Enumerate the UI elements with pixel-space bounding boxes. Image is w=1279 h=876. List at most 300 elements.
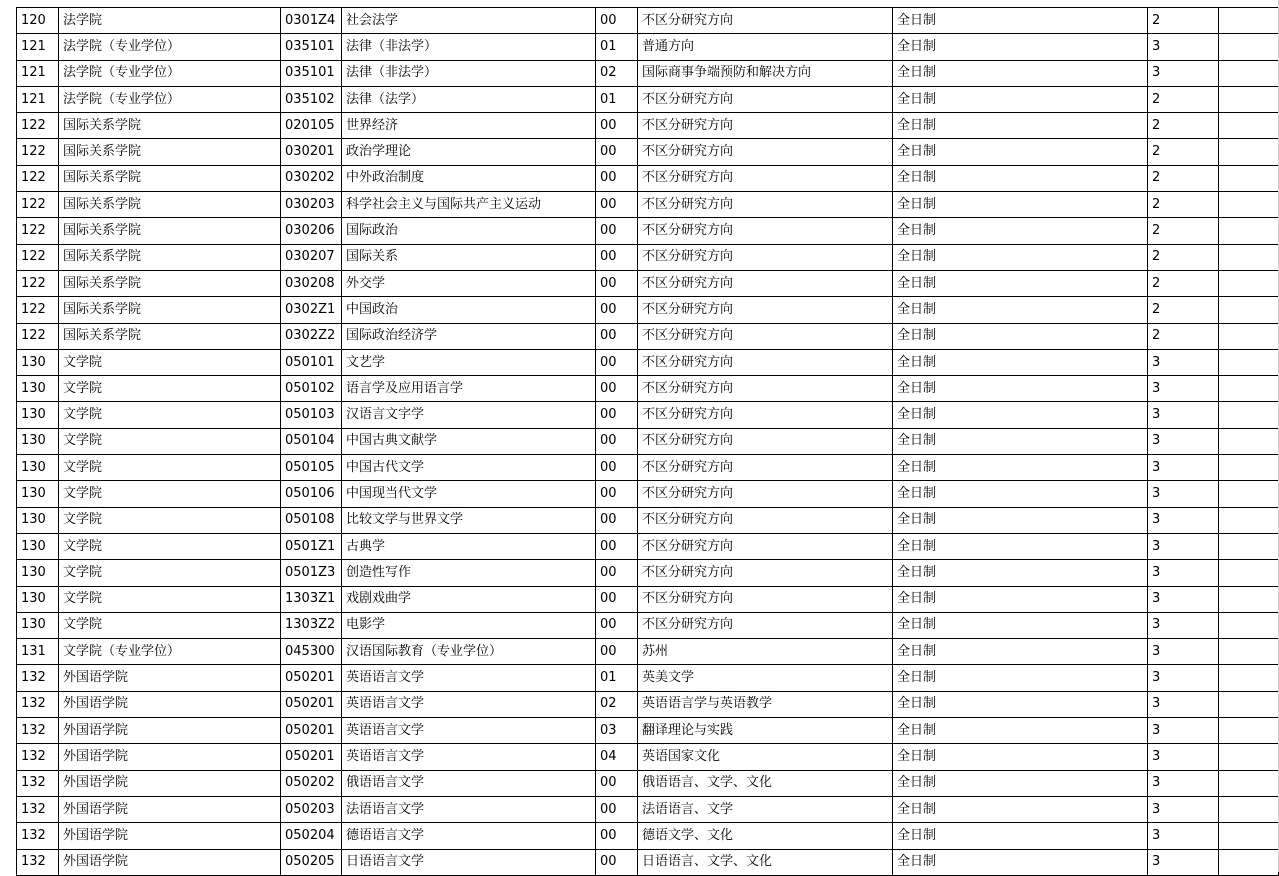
- cell-study-mode[interactable]: 全日制: [893, 218, 1148, 244]
- cell-empty[interactable]: [1219, 402, 1279, 428]
- cell-empty[interactable]: [1219, 165, 1279, 191]
- cell-direction-code[interactable]: 00: [596, 560, 638, 586]
- cell-duration[interactable]: 3: [1148, 691, 1219, 717]
- cell-study-mode[interactable]: 全日制: [893, 560, 1148, 586]
- cell-major-code[interactable]: 020105: [281, 113, 342, 139]
- cell-empty[interactable]: [1219, 796, 1279, 822]
- cell-direction-name[interactable]: 不区分研究方向: [638, 8, 893, 34]
- cell-dept-code[interactable]: 131: [17, 639, 59, 665]
- cell-dept-code[interactable]: 132: [17, 796, 59, 822]
- cell-direction-name[interactable]: 普通方向: [638, 34, 893, 60]
- cell-dept-name[interactable]: 文学院: [59, 349, 281, 375]
- cell-study-mode[interactable]: 全日制: [893, 849, 1148, 875]
- cell-study-mode[interactable]: 全日制: [893, 244, 1148, 270]
- cell-duration[interactable]: 3: [1148, 349, 1219, 375]
- cell-study-mode[interactable]: 全日制: [893, 586, 1148, 612]
- cell-major-name[interactable]: 中国现当代文学: [342, 481, 596, 507]
- cell-direction-name[interactable]: 不区分研究方向: [638, 218, 893, 244]
- cell-major-code[interactable]: 050205: [281, 849, 342, 875]
- cell-direction-code[interactable]: 00: [596, 402, 638, 428]
- cell-major-code[interactable]: 050101: [281, 349, 342, 375]
- cell-direction-name[interactable]: 国际商事争端预防和解决方向: [638, 60, 893, 86]
- cell-direction-name[interactable]: 不区分研究方向: [638, 86, 893, 112]
- cell-empty[interactable]: [1219, 612, 1279, 638]
- cell-dept-code[interactable]: 122: [17, 244, 59, 270]
- cell-major-name[interactable]: 英语语言文学: [342, 665, 596, 691]
- cell-direction-name[interactable]: 不区分研究方向: [638, 507, 893, 533]
- cell-dept-code[interactable]: 120: [17, 8, 59, 34]
- cell-dept-code[interactable]: 122: [17, 165, 59, 191]
- cell-study-mode[interactable]: 全日制: [893, 744, 1148, 770]
- cell-major-name[interactable]: 汉语言文字学: [342, 402, 596, 428]
- cell-study-mode[interactable]: 全日制: [893, 718, 1148, 744]
- cell-duration[interactable]: 3: [1148, 376, 1219, 402]
- cell-dept-name[interactable]: 文学院: [59, 455, 281, 481]
- cell-study-mode[interactable]: 全日制: [893, 8, 1148, 34]
- cell-dept-code[interactable]: 130: [17, 560, 59, 586]
- cell-study-mode[interactable]: 全日制: [893, 86, 1148, 112]
- cell-major-name[interactable]: 日语语言文学: [342, 849, 596, 875]
- cell-duration[interactable]: 3: [1148, 481, 1219, 507]
- cell-major-code[interactable]: 050104: [281, 428, 342, 454]
- table-row: [17, 323, 1279, 349]
- cell-study-mode[interactable]: 全日制: [893, 113, 1148, 139]
- cell-direction-name[interactable]: 英语国家文化: [638, 744, 893, 770]
- cell-duration[interactable]: 2: [1148, 86, 1219, 112]
- cell-direction-code[interactable]: 00: [596, 113, 638, 139]
- cell-direction-name[interactable]: 不区分研究方向: [638, 376, 893, 402]
- cell-direction-code[interactable]: 00: [596, 612, 638, 638]
- cell-direction-code[interactable]: 00: [596, 455, 638, 481]
- cell-dept-code[interactable]: 130: [17, 455, 59, 481]
- cell-duration[interactable]: 3: [1148, 533, 1219, 559]
- cell-empty[interactable]: [1219, 323, 1279, 349]
- cell-dept-name[interactable]: 外国语学院: [59, 691, 281, 717]
- cell-dept-code[interactable]: 122: [17, 113, 59, 139]
- cell-dept-code[interactable]: 122: [17, 139, 59, 165]
- cell-direction-name[interactable]: 德语文学、文化: [638, 823, 893, 849]
- cell-study-mode[interactable]: 全日制: [893, 455, 1148, 481]
- cell-dept-code[interactable]: 132: [17, 744, 59, 770]
- cell-dept-name[interactable]: 国际关系学院: [59, 192, 281, 218]
- cell-empty[interactable]: [1219, 770, 1279, 796]
- cell-direction-name[interactable]: 英美文学: [638, 665, 893, 691]
- cell-dept-name[interactable]: 外国语学院: [59, 796, 281, 822]
- cell-dept-code[interactable]: 130: [17, 507, 59, 533]
- cell-dept-name[interactable]: 文学院: [59, 481, 281, 507]
- cell-major-name[interactable]: 世界经济: [342, 113, 596, 139]
- cell-major-name[interactable]: 外交学: [342, 270, 596, 296]
- cell-major-name[interactable]: 政治学理论: [342, 139, 596, 165]
- cell-dept-code[interactable]: 130: [17, 533, 59, 559]
- cell-duration[interactable]: 2: [1148, 165, 1219, 191]
- cell-major-code[interactable]: 0302Z1: [281, 297, 342, 323]
- cell-empty[interactable]: [1219, 192, 1279, 218]
- cell-direction-code[interactable]: 01: [596, 34, 638, 60]
- cell-direction-name[interactable]: 不区分研究方向: [638, 428, 893, 454]
- cell-major-code[interactable]: 035102: [281, 86, 342, 112]
- cell-dept-name[interactable]: 法学院（专业学位）: [59, 34, 281, 60]
- cell-major-code[interactable]: 030207: [281, 244, 342, 270]
- cell-dept-name[interactable]: 国际关系学院: [59, 244, 281, 270]
- cell-dept-code[interactable]: 130: [17, 402, 59, 428]
- cell-study-mode[interactable]: 全日制: [893, 533, 1148, 559]
- cell-dept-code[interactable]: 121: [17, 34, 59, 60]
- cell-direction-name[interactable]: 不区分研究方向: [638, 586, 893, 612]
- cell-empty[interactable]: [1219, 507, 1279, 533]
- cell-empty[interactable]: [1219, 139, 1279, 165]
- cell-empty[interactable]: [1219, 849, 1279, 875]
- cell-empty[interactable]: [1219, 455, 1279, 481]
- cell-study-mode[interactable]: 全日制: [893, 34, 1148, 60]
- cell-empty[interactable]: [1219, 376, 1279, 402]
- cell-direction-code[interactable]: 02: [596, 691, 638, 717]
- cell-study-mode[interactable]: 全日制: [893, 192, 1148, 218]
- cell-direction-name[interactable]: 不区分研究方向: [638, 481, 893, 507]
- cell-major-name[interactable]: 中国古典文献学: [342, 428, 596, 454]
- cell-dept-name[interactable]: 外国语学院: [59, 823, 281, 849]
- cell-study-mode[interactable]: 全日制: [893, 507, 1148, 533]
- cell-direction-code[interactable]: 00: [596, 270, 638, 296]
- cell-major-name[interactable]: 国际政治经济学: [342, 323, 596, 349]
- cell-study-mode[interactable]: 全日制: [893, 665, 1148, 691]
- cell-dept-code[interactable]: 132: [17, 691, 59, 717]
- cell-direction-name[interactable]: 法语语言、文学: [638, 796, 893, 822]
- cell-dept-code[interactable]: 121: [17, 60, 59, 86]
- cell-study-mode[interactable]: 全日制: [893, 691, 1148, 717]
- cell-direction-code[interactable]: 00: [596, 192, 638, 218]
- cell-dept-name[interactable]: 外国语学院: [59, 744, 281, 770]
- cell-study-mode[interactable]: 全日制: [893, 428, 1148, 454]
- cell-dept-name[interactable]: 法学院（专业学位）: [59, 60, 281, 86]
- cell-major-name[interactable]: 国际关系: [342, 244, 596, 270]
- cell-duration[interactable]: 2: [1148, 139, 1219, 165]
- cell-empty[interactable]: [1219, 481, 1279, 507]
- cell-major-code[interactable]: 050203: [281, 796, 342, 822]
- cell-study-mode[interactable]: 全日制: [893, 481, 1148, 507]
- cell-major-code[interactable]: 030203: [281, 192, 342, 218]
- cell-dept-name[interactable]: 法学院: [59, 8, 281, 34]
- cell-direction-name[interactable]: 不区分研究方向: [638, 244, 893, 270]
- cell-dept-name[interactable]: 外国语学院: [59, 770, 281, 796]
- cell-direction-code[interactable]: 00: [596, 165, 638, 191]
- cell-major-name[interactable]: 古典学: [342, 533, 596, 559]
- cell-dept-code[interactable]: 122: [17, 297, 59, 323]
- cell-dept-code[interactable]: 132: [17, 718, 59, 744]
- cell-direction-name[interactable]: 苏州: [638, 639, 893, 665]
- cell-direction-code[interactable]: 03: [596, 718, 638, 744]
- cell-dept-code[interactable]: 122: [17, 270, 59, 296]
- cell-direction-name[interactable]: 不区分研究方向: [638, 270, 893, 296]
- cell-empty[interactable]: [1219, 428, 1279, 454]
- cell-dept-name[interactable]: 国际关系学院: [59, 218, 281, 244]
- cell-major-name[interactable]: 创造性写作: [342, 560, 596, 586]
- cell-dept-name[interactable]: 文学院: [59, 428, 281, 454]
- cell-study-mode[interactable]: 全日制: [893, 376, 1148, 402]
- table-row: [17, 455, 1279, 481]
- cell-dept-code[interactable]: 130: [17, 376, 59, 402]
- cell-direction-name[interactable]: 不区分研究方向: [638, 560, 893, 586]
- cell-duration[interactable]: 3: [1148, 560, 1219, 586]
- cell-dept-name[interactable]: 法学院（专业学位）: [59, 86, 281, 112]
- table-row: [17, 665, 1279, 691]
- cell-empty[interactable]: [1219, 34, 1279, 60]
- cell-major-name[interactable]: 电影学: [342, 612, 596, 638]
- cell-direction-code[interactable]: 00: [596, 533, 638, 559]
- cell-major-code[interactable]: 035101: [281, 34, 342, 60]
- cell-major-code[interactable]: 030201: [281, 139, 342, 165]
- cell-study-mode[interactable]: 全日制: [893, 612, 1148, 638]
- cell-dept-code[interactable]: 132: [17, 770, 59, 796]
- cell-major-code[interactable]: 045300: [281, 639, 342, 665]
- cell-duration[interactable]: 3: [1148, 639, 1219, 665]
- cell-study-mode[interactable]: 全日制: [893, 60, 1148, 86]
- cell-study-mode[interactable]: 全日制: [893, 823, 1148, 849]
- cell-empty[interactable]: [1219, 639, 1279, 665]
- cell-empty[interactable]: [1219, 270, 1279, 296]
- cell-major-code[interactable]: 0302Z2: [281, 323, 342, 349]
- cell-major-code[interactable]: 050103: [281, 402, 342, 428]
- cell-direction-name[interactable]: 英语语言学与英语教学: [638, 691, 893, 717]
- cell-dept-name[interactable]: 国际关系学院: [59, 297, 281, 323]
- cell-major-code[interactable]: 050201: [281, 718, 342, 744]
- cell-direction-code[interactable]: 00: [596, 8, 638, 34]
- cell-empty[interactable]: [1219, 665, 1279, 691]
- cell-major-code[interactable]: 050204: [281, 823, 342, 849]
- cell-major-name[interactable]: 科学社会主义与国际共产主义运动: [342, 192, 596, 218]
- cell-duration[interactable]: 3: [1148, 665, 1219, 691]
- cell-major-name[interactable]: 法语语言文学: [342, 796, 596, 822]
- cell-direction-name[interactable]: 不区分研究方向: [638, 402, 893, 428]
- cell-dept-name[interactable]: 文学院: [59, 533, 281, 559]
- cell-duration[interactable]: 2: [1148, 113, 1219, 139]
- cell-major-name[interactable]: 法律（非法学）: [342, 34, 596, 60]
- cell-major-code[interactable]: 1303Z1: [281, 586, 342, 612]
- cell-direction-name[interactable]: 不区分研究方向: [638, 455, 893, 481]
- cell-dept-name[interactable]: 国际关系学院: [59, 113, 281, 139]
- cell-duration[interactable]: 3: [1148, 402, 1219, 428]
- cell-direction-name[interactable]: 日语语言、文学、文化: [638, 849, 893, 875]
- cell-dept-name[interactable]: 外国语学院: [59, 665, 281, 691]
- cell-major-name[interactable]: 文艺学: [342, 349, 596, 375]
- cell-direction-code[interactable]: 00: [596, 507, 638, 533]
- cell-direction-code[interactable]: 00: [596, 849, 638, 875]
- cell-direction-code[interactable]: 00: [596, 770, 638, 796]
- cell-direction-name[interactable]: 不区分研究方向: [638, 113, 893, 139]
- cell-empty[interactable]: [1219, 113, 1279, 139]
- cell-direction-code[interactable]: 00: [596, 323, 638, 349]
- cell-direction-name[interactable]: 不区分研究方向: [638, 349, 893, 375]
- cell-major-name[interactable]: 汉语国际教育（专业学位）: [342, 639, 596, 665]
- cell-direction-name[interactable]: 不区分研究方向: [638, 533, 893, 559]
- cell-dept-name[interactable]: 文学院: [59, 402, 281, 428]
- cell-study-mode[interactable]: 全日制: [893, 139, 1148, 165]
- cell-major-code[interactable]: 035101: [281, 60, 342, 86]
- cell-dept-name[interactable]: 文学院: [59, 376, 281, 402]
- cell-dept-name[interactable]: 文学院: [59, 507, 281, 533]
- cell-direction-code[interactable]: 00: [596, 586, 638, 612]
- cell-dept-code[interactable]: 130: [17, 349, 59, 375]
- cell-direction-code[interactable]: 00: [596, 481, 638, 507]
- cell-duration[interactable]: 3: [1148, 60, 1219, 86]
- cell-duration[interactable]: 3: [1148, 612, 1219, 638]
- cell-direction-code[interactable]: 00: [596, 639, 638, 665]
- cell-major-name[interactable]: 中国古代文学: [342, 455, 596, 481]
- cell-dept-name[interactable]: 国际关系学院: [59, 139, 281, 165]
- cell-study-mode[interactable]: 全日制: [893, 349, 1148, 375]
- cell-major-name[interactable]: 国际政治: [342, 218, 596, 244]
- cell-study-mode[interactable]: 全日制: [893, 323, 1148, 349]
- cell-major-code[interactable]: 030208: [281, 270, 342, 296]
- cell-dept-code[interactable]: 122: [17, 218, 59, 244]
- cell-direction-name[interactable]: 翻译理论与实践: [638, 718, 893, 744]
- cell-direction-code[interactable]: 04: [596, 744, 638, 770]
- cell-study-mode[interactable]: 全日制: [893, 165, 1148, 191]
- cell-major-name[interactable]: 中国政治: [342, 297, 596, 323]
- cell-empty[interactable]: [1219, 349, 1279, 375]
- cell-direction-code[interactable]: 02: [596, 60, 638, 86]
- cell-empty[interactable]: [1219, 218, 1279, 244]
- cell-empty[interactable]: [1219, 8, 1279, 34]
- cell-study-mode[interactable]: 全日制: [893, 402, 1148, 428]
- cell-major-name[interactable]: 社会法学: [342, 8, 596, 34]
- cell-direction-code[interactable]: 00: [596, 349, 638, 375]
- cell-direction-code[interactable]: 00: [596, 218, 638, 244]
- cell-direction-code[interactable]: 00: [596, 823, 638, 849]
- cell-major-code[interactable]: 0301Z4: [281, 8, 342, 34]
- cell-major-code[interactable]: 050102: [281, 376, 342, 402]
- cell-direction-code[interactable]: 00: [596, 376, 638, 402]
- cell-duration[interactable]: 3: [1148, 718, 1219, 744]
- cell-major-code[interactable]: 050201: [281, 665, 342, 691]
- cell-major-code[interactable]: 050106: [281, 481, 342, 507]
- cell-direction-name[interactable]: 不区分研究方向: [638, 612, 893, 638]
- cell-duration[interactable]: 3: [1148, 455, 1219, 481]
- cell-duration[interactable]: 2: [1148, 8, 1219, 34]
- cell-dept-code[interactable]: 122: [17, 192, 59, 218]
- cell-dept-code[interactable]: 122: [17, 323, 59, 349]
- cell-study-mode[interactable]: 全日制: [893, 639, 1148, 665]
- cell-major-name[interactable]: 法律（非法学）: [342, 60, 596, 86]
- cell-direction-name[interactable]: 不区分研究方向: [638, 297, 893, 323]
- cell-dept-name[interactable]: 文学院: [59, 560, 281, 586]
- cell-major-code[interactable]: 030206: [281, 218, 342, 244]
- cell-direction-name[interactable]: 不区分研究方向: [638, 192, 893, 218]
- cell-major-code[interactable]: 0501Z3: [281, 560, 342, 586]
- cell-dept-name[interactable]: 国际关系学院: [59, 270, 281, 296]
- cell-empty[interactable]: [1219, 86, 1279, 112]
- cell-empty[interactable]: [1219, 244, 1279, 270]
- cell-dept-name[interactable]: 文学院: [59, 612, 281, 638]
- cell-major-name[interactable]: 英语语言文学: [342, 744, 596, 770]
- cell-dept-code[interactable]: 121: [17, 86, 59, 112]
- cell-major-name[interactable]: 法律（法学）: [342, 86, 596, 112]
- cell-duration[interactable]: 3: [1148, 796, 1219, 822]
- cell-direction-name[interactable]: 不区分研究方向: [638, 165, 893, 191]
- cell-major-name[interactable]: 语言学及应用语言学: [342, 376, 596, 402]
- cell-direction-name[interactable]: 俄语语言、文学、文化: [638, 770, 893, 796]
- cell-major-code[interactable]: 0501Z1: [281, 533, 342, 559]
- cell-dept-code[interactable]: 130: [17, 481, 59, 507]
- cell-direction-name[interactable]: 不区分研究方向: [638, 139, 893, 165]
- cell-duration[interactable]: 3: [1148, 770, 1219, 796]
- cell-empty[interactable]: [1219, 586, 1279, 612]
- cell-direction-code[interactable]: 00: [596, 139, 638, 165]
- cell-major-name[interactable]: 德语语言文学: [342, 823, 596, 849]
- cell-major-name[interactable]: 英语语言文学: [342, 718, 596, 744]
- cell-duration[interactable]: 3: [1148, 823, 1219, 849]
- cell-direction-code[interactable]: 01: [596, 665, 638, 691]
- cell-study-mode[interactable]: 全日制: [893, 796, 1148, 822]
- cell-direction-code[interactable]: 00: [596, 244, 638, 270]
- cell-dept-name[interactable]: 外国语学院: [59, 849, 281, 875]
- cell-empty[interactable]: [1219, 691, 1279, 717]
- cell-study-mode[interactable]: 全日制: [893, 297, 1148, 323]
- cell-duration[interactable]: 2: [1148, 218, 1219, 244]
- cell-empty[interactable]: [1219, 718, 1279, 744]
- cell-direction-code[interactable]: 00: [596, 428, 638, 454]
- cell-dept-name[interactable]: 国际关系学院: [59, 165, 281, 191]
- cell-duration[interactable]: 2: [1148, 297, 1219, 323]
- cell-major-name[interactable]: 俄语语言文学: [342, 770, 596, 796]
- cell-study-mode[interactable]: 全日制: [893, 770, 1148, 796]
- cell-major-code[interactable]: 050202: [281, 770, 342, 796]
- cell-empty[interactable]: [1219, 60, 1279, 86]
- cell-major-name[interactable]: 英语语言文学: [342, 691, 596, 717]
- cell-empty[interactable]: [1219, 744, 1279, 770]
- cell-direction-name[interactable]: 不区分研究方向: [638, 323, 893, 349]
- cell-direction-code[interactable]: 00: [596, 796, 638, 822]
- cell-dept-code[interactable]: 132: [17, 665, 59, 691]
- cell-major-name[interactable]: 戏剧戏曲学: [342, 586, 596, 612]
- cell-dept-code[interactable]: 130: [17, 612, 59, 638]
- cell-duration[interactable]: 2: [1148, 270, 1219, 296]
- cell-major-code[interactable]: 1303Z2: [281, 612, 342, 638]
- cell-dept-code[interactable]: 132: [17, 823, 59, 849]
- cell-duration[interactable]: 3: [1148, 507, 1219, 533]
- cell-empty[interactable]: [1219, 823, 1279, 849]
- cell-dept-name[interactable]: 外国语学院: [59, 718, 281, 744]
- cell-empty[interactable]: [1219, 533, 1279, 559]
- cell-dept-name[interactable]: 国际关系学院: [59, 323, 281, 349]
- cell-direction-code[interactable]: 00: [596, 297, 638, 323]
- cell-duration[interactable]: 3: [1148, 849, 1219, 875]
- cell-major-code[interactable]: 050105: [281, 455, 342, 481]
- cell-major-code[interactable]: 050108: [281, 507, 342, 533]
- cell-direction-code[interactable]: 01: [596, 86, 638, 112]
- cell-duration[interactable]: 3: [1148, 586, 1219, 612]
- cell-duration[interactable]: 2: [1148, 323, 1219, 349]
- cell-duration[interactable]: 3: [1148, 34, 1219, 60]
- cell-study-mode[interactable]: 全日制: [893, 270, 1148, 296]
- cell-major-code[interactable]: 030202: [281, 165, 342, 191]
- cell-dept-name[interactable]: 文学院: [59, 586, 281, 612]
- cell-major-code[interactable]: 050201: [281, 691, 342, 717]
- cell-duration[interactable]: 2: [1148, 244, 1219, 270]
- cell-duration[interactable]: 2: [1148, 192, 1219, 218]
- cell-major-name[interactable]: 比较文学与世界文学: [342, 507, 596, 533]
- cell-dept-code[interactable]: 132: [17, 849, 59, 875]
- cell-duration[interactable]: 3: [1148, 744, 1219, 770]
- cell-major-code[interactable]: 050201: [281, 744, 342, 770]
- cell-duration[interactable]: 3: [1148, 428, 1219, 454]
- cell-dept-code[interactable]: 130: [17, 586, 59, 612]
- cell-dept-name[interactable]: 文学院（专业学位）: [59, 639, 281, 665]
- cell-empty[interactable]: [1219, 297, 1279, 323]
- cell-empty[interactable]: [1219, 560, 1279, 586]
- cell-dept-code[interactable]: 130: [17, 428, 59, 454]
- cell-major-name[interactable]: 中外政治制度: [342, 165, 596, 191]
